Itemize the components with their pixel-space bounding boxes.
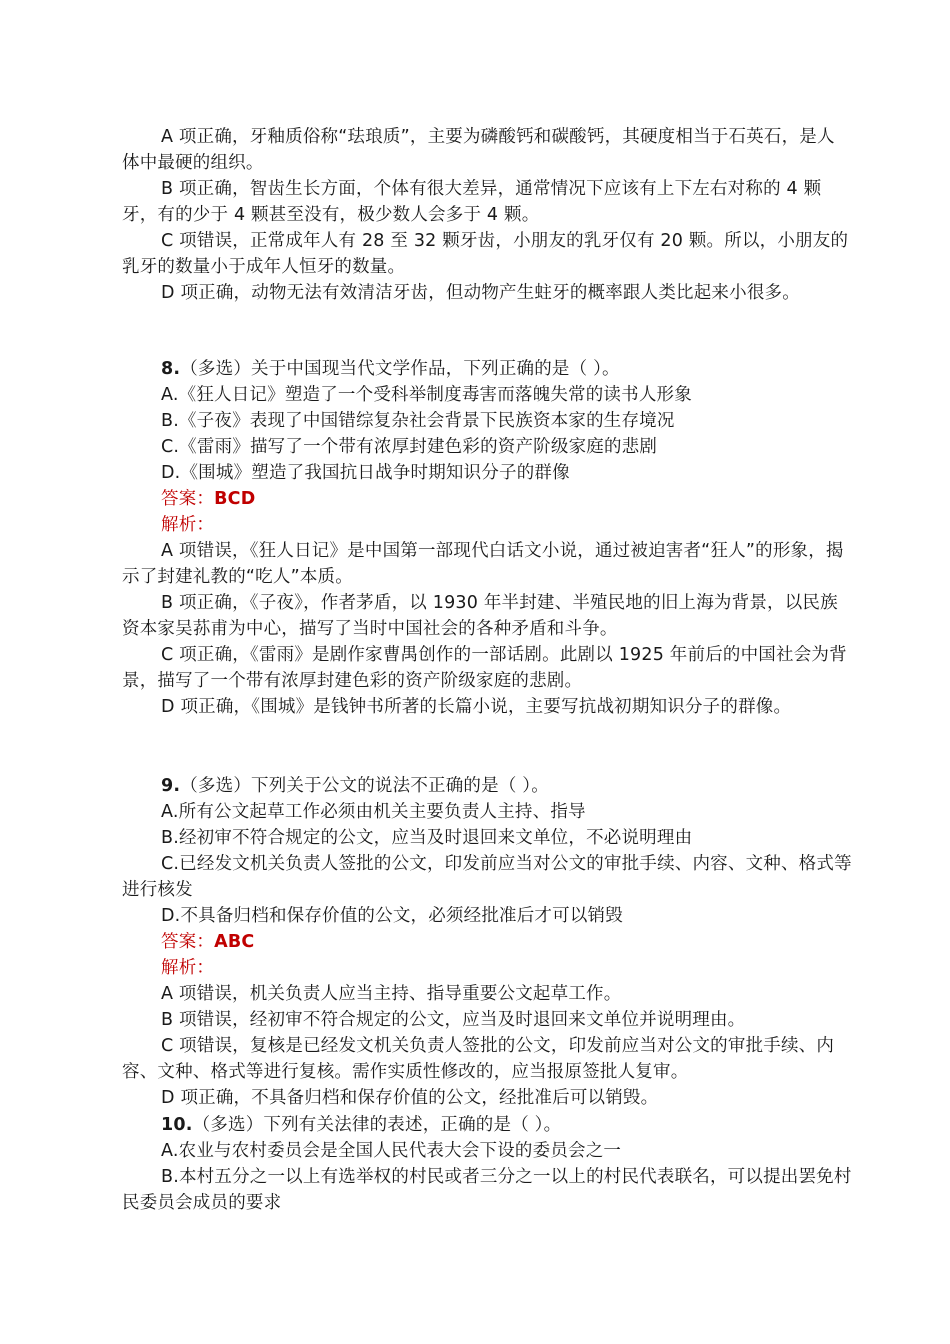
answer-label: 答案： (161, 489, 215, 509)
answer-label: 答案： (161, 932, 215, 952)
analysis-line: B 项正确，智齿生长方面，个体有很大差异，通常情况下应该有上下左右对称的 4 颗牙，有的少于 4 颗甚至没有，极少数人会多于 4 颗。 (122, 179, 822, 225)
analysis-line: C 项错误，正常成年人有 28 至 32 颗牙齿，小朋友的乳牙仅有 20 颗。所以，小朋友的乳牙的数量小于成年人恒牙的数量。 (122, 231, 849, 277)
question-stem (122, 356, 852, 382)
option: D.不具备归档和保存价值的公文，必须经批准后才可以销毁 (161, 906, 623, 926)
analysis-line: D 项正确，动物无法有效清洁牙齿，但动物产生蛀牙的概率跟人类比起来小很多。 (161, 283, 800, 303)
analysis-label: 解析： (161, 958, 215, 978)
analysis-line: A 项错误，机关负责人应当主持、指导重要公文起草工作。 (161, 984, 622, 1004)
question-number: 9. (161, 776, 181, 796)
analysis-line: C 项错误，复核是已经发文机关负责人签批的公文，印发前应当对公文的审批手续、内容、文种、格式等进行复核。需作实质性修改的，应当报原签批人复审。 (122, 1036, 835, 1082)
question-number: 8. (161, 359, 181, 379)
question-10 (122, 1112, 852, 1216)
analysis-line: A 项正确，牙釉质俗称“珐琅质”，主要为磷酸钙和碳酸钙，其硬度相当于石英石，是人体中最硬的组织。 (122, 127, 835, 173)
option: B.本村五分之一以上有选举权的村民或者三分之一以上的村民代表联名，可以提出罢免村民委员会成员的要求 (122, 1167, 852, 1213)
analysis-line: A 项错误，《狂人日记》是中国第一部现代白话文小说，通过被迫害者“狂人”的形象，揭示了封建礼教的“吃人”本质。 (122, 541, 844, 587)
analysis-line: C 项正确，《雷雨》是剧作家曹禺创作的一部话剧。此剧以 1925 年前后的中国社会为背景，描写了一个带有浓厚封建色彩的资产阶级家庭的悲剧。 (122, 645, 847, 691)
analysis-line: B 项正确，《子夜》，作者茅盾，以 1930 年半封建、半殖民地的旧上海为背景，以民族资本家吴荪甫为中心，描写了当时中国社会的各种矛盾和斗争。 (122, 593, 838, 639)
question-8 (122, 356, 852, 720)
answer-value: BCD (214, 489, 256, 509)
option: C.《雷雨》描写了一个带有浓厚封建色彩的资产阶级家庭的悲剧 (161, 437, 658, 457)
analysis-line: B 项错误，经初审不符合规定的公文，应当及时退回来文单位并说明理由。 (161, 1010, 746, 1030)
answer (122, 929, 852, 955)
option: A.所有公文起草工作必须由机关主要负责人主持、指导 (161, 802, 586, 822)
option: A.农业与农村委员会是全国人民代表大会下设的委员会之一 (161, 1141, 622, 1161)
question-9 (122, 773, 852, 1111)
answer (122, 486, 852, 512)
option: B.《子夜》表现了中国错综复杂社会背景下民族资本家的生存境况 (161, 411, 675, 431)
option: B.经初审不符合规定的公文，应当及时退回来文单位，不必说明理由 (161, 828, 693, 848)
analysis-line: D 项正确，不具备归档和保存价值的公文，经批准后可以销毁。 (161, 1088, 659, 1108)
question-text: （多选）下列有关法律的表述，正确的是（ ）。 (192, 1115, 562, 1135)
question-text: （多选）关于中国现当代文学作品，下列正确的是（ ）。 (180, 359, 620, 379)
option: C.已经发文机关负责人签批的公文，印发前应当对公文的审批手续、内容、文种、格式等进行核发 (122, 854, 852, 900)
prev-analysis (122, 124, 852, 306)
analysis-label: 解析： (161, 515, 215, 535)
question-stem (122, 1112, 852, 1138)
answer-value: ABC (214, 932, 255, 952)
option: D.《围城》塑造了我国抗日战争时期知识分子的群像 (161, 463, 570, 483)
question-number: 10. (161, 1115, 193, 1135)
option: A.《狂人日记》塑造了一个受科举制度毒害而落魄失常的读书人形象 (161, 385, 692, 405)
question-text: （多选）下列关于公文的说法不正确的是（ ）。 (180, 776, 549, 796)
analysis-line: D 项正确，《围城》是钱钟书所著的长篇小说，主要写抗战初期知识分子的群像。 (161, 697, 792, 717)
question-stem (122, 773, 852, 799)
